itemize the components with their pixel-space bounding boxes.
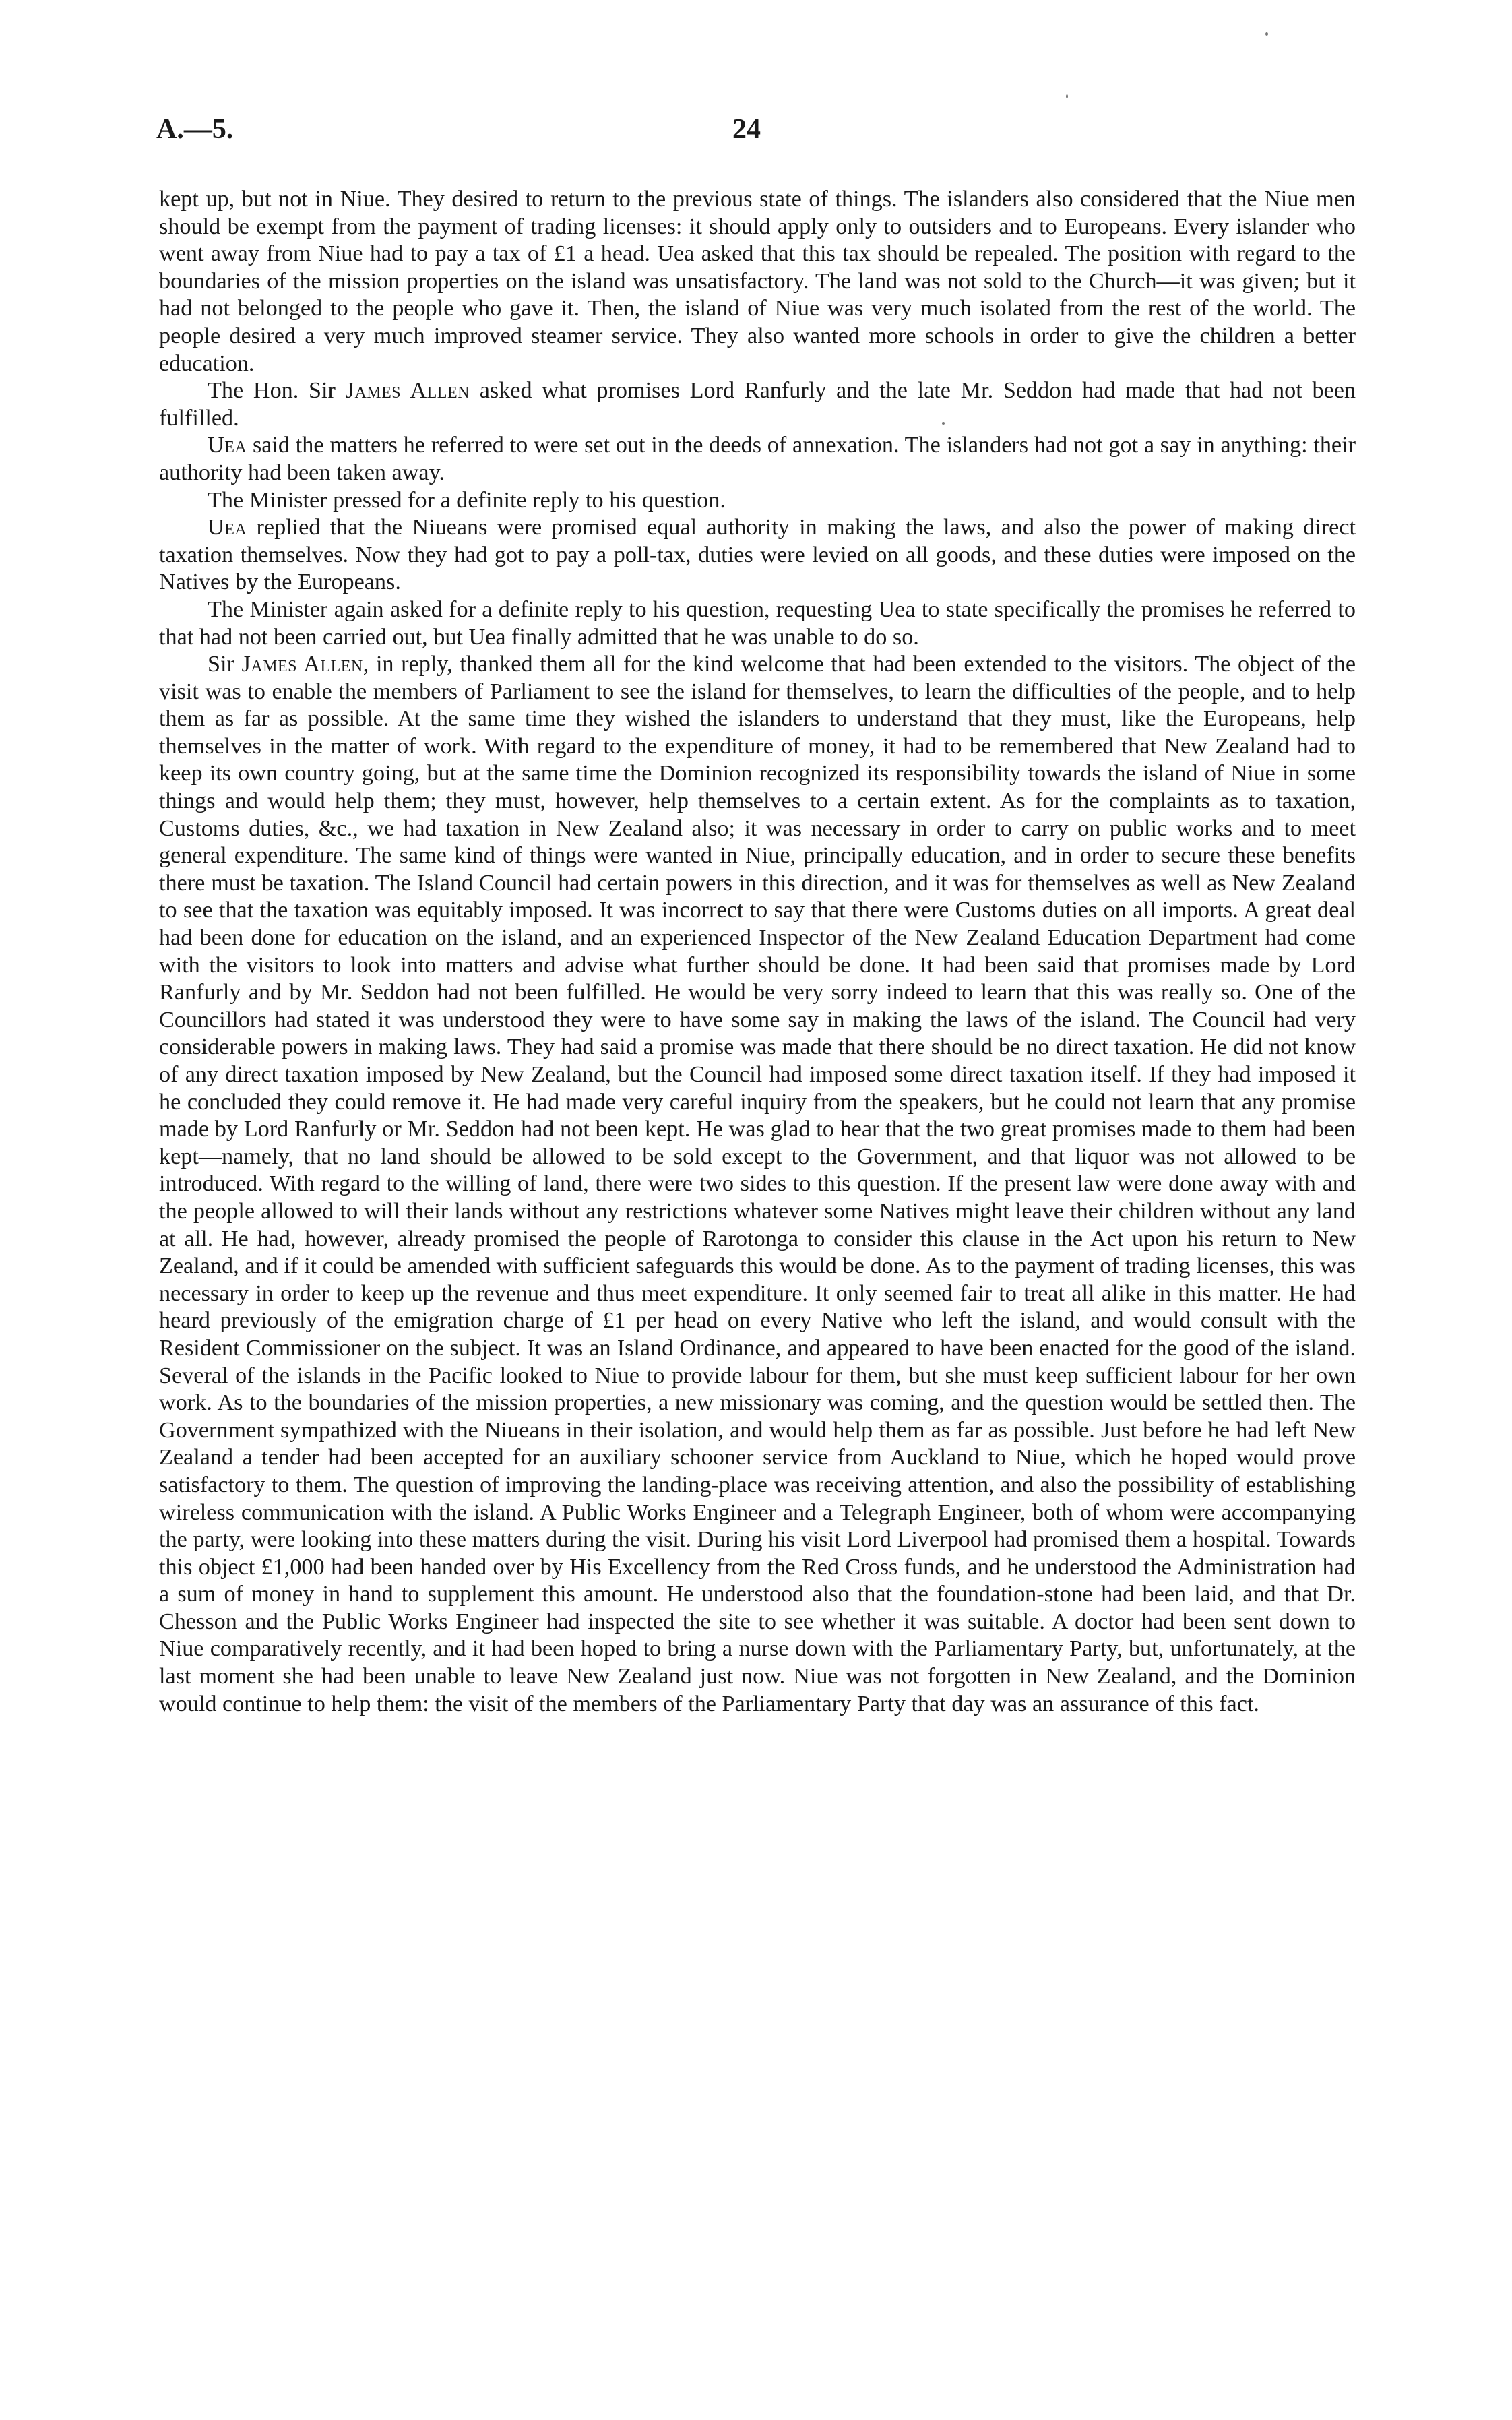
text-run: The Minister again asked for a definite reply to his question, requesting Uea to state specifically the promises he referred to that had not been carried out, but Uea finally admitted that he was unable to do so. bbox=[159, 596, 1356, 650]
speaker-name: Uea bbox=[208, 515, 247, 540]
text-run: The Hon. Sir bbox=[208, 378, 346, 404]
paragraph bbox=[159, 596, 1356, 651]
paragraph bbox=[159, 651, 1356, 1718]
paragraph bbox=[159, 432, 1356, 487]
paragraph bbox=[159, 514, 1356, 596]
text-run: Sir bbox=[208, 652, 242, 677]
text-run: kept up, but not in Niue. They desired to return to the previous state of things. The islanders also considered that the Niue men should be exempt from the payment of trading licenses: it should apply only to outsiders and to Europeans. Every islander who went away from Niue had to pay a tax of £1 a head. Uea asked that this tax should be repealed. The position with regard to the boundaries of the mission properties on the island was unsatisfactory. The land was not sold to the Church—it was given; but it had not belonged to the people who gave it. Then, the island of Niue was very much isolated from the rest of the world. The people desired a very much improved steamer service. They also wanted more schools in order to give the children a better education. bbox=[159, 187, 1356, 376]
text-run: asked what promises Lord Ranfurly and the late Mr. Seddon had made that had not been fulfilled. bbox=[159, 378, 1356, 431]
paragraph bbox=[159, 186, 1356, 377]
speaker-name: Uea bbox=[208, 433, 247, 458]
body-text bbox=[159, 186, 1356, 1718]
text-run: The Minister pressed for a definite reply to his question. bbox=[208, 487, 726, 513]
page-header bbox=[156, 113, 1362, 154]
text-run: replied that the Niueans were promised equal authority in making the laws, and also the power of making direct taxation themselves. Now they had got to pay a poll-tax, duties were levied on all goods, and these duties were imposed on the Natives by the Europeans. bbox=[159, 515, 1356, 595]
text-run: , in reply, thanked them all for the kind welcome that had been extended to the visitors. The object of the visit was to enable the members of Parliament to see the island for themselves, to learn the difficulties of the people, and to help them as far as possible. At the same time they wished the islanders to understand that they must, like the Europeans, help themselves in the matter of work. With regard to the expenditure of money, it had to be remembered that New Zealand had to keep its own country going, but at the same time the Dominion recognized its responsibility towards the island of Niue in some things and would help them; they must, however, help themselves to a certain extent. As for the complaints as to taxation, Customs duties, &c., we had taxation in New Zealand also; it was necessary in order to carry on public works and to meet general expenditure. The same kind of things were wanted in Niue, principally education, and in order to secure these benefits there must be taxation. The Island Council had certain powers in this direction, and it was for themselves as well as New Zealand to see that the taxation was equitably imposed. It was incorrect to say that there were Customs duties on all imports. A great deal had been done for education on the island, and an experienced Inspector of the New Zealand Education Department had come with the visitors to look into matters and advise what further should be done. It had been said that promises made by Lord Ranfurly and by Mr. Seddon had not been fulfilled. He would be very sorry indeed to learn that this was really so. One of the Councillors had stated it was understood they were to have some say in making the laws of the island. The Council had very considerable powers in making laws. They had said a promise was made that there should be no direct taxation. He did not know of any direct taxation imposed by New Zealand, but the Council had imposed some direct taxation itself. If they had imposed it he concluded they could remove it. He had made very careful inquiry from the speakers, but he could not learn that any promise made by Lord Ranfurly or Mr. Seddon had not been kept. He was glad to hear that the two great promises made to them had been kept—namely, that no land should be allowed to be sold except to the Government, and that liquor was not allowed to be introduced. With regard to the willing of land, there were two sides to this question. If the present law were done away with and the people allowed to will their lands without any restrictions whatever some Natives might leave their children without any land at all. He had, however, already promised the people of Rarotonga to consider this clause in the Act upon his return to New Zealand, and if it could be amended with sufficient safeguards this would be done. As to the payment of trading licenses, this was necessary in order to keep up the revenue and thus meet expenditure. It only seemed fair to treat all alike in this matter. He had heard previously of the emigration charge of £1 per head on every Native who left the island, and would consult with the Resident Commissioner on the subject. It was an Island Ordinance, and appeared to have been enacted for the good of the island. Several of the islands in the Pacific looked to Niue to provide labour for them, but she must keep sufficient labour for her own work. As to the boundaries of the mission properties, a new missionary was coming, and the question would be settled then. The Government sympathized with the Niueans in their isolation, and would help them as far as possible. Just before he had left New Zealand a tender had been accepted for an auxiliary schooner service from Auckland to Niue, which he hoped would prove satisfactory to them. The question of improving the landing-place was receiving attention, and also the possibility of establishing wireless communication with the island. A Public Works Engineer and a Telegraph Engineer, both of whom were accompanying the party, were looking into these matters during the visit. During his visit Lord Liverpool had promised them a hospital. Towards this object £1,000 had been handed over by His Excellency from the Red Cross funds, and he understood the Administration had a sum of money in hand to supplement this amount. He understood also that the foundation-stone had been laid, and that Dr. Chesson and the Public Works Engineer had inspected the site to see whether it was suitable. A doctor had been sent down to Niue comparatively recently, and it had been hoped to bring a nurse down with the Parliamentary Party, but, unfortunately, at the last moment she had been unable to leave New Zealand just now. Niue was not forgotten in New Zealand, and the Dominion would continue to help them: the visit of the members of the Parliamentary Party that day was an assurance of this fact. bbox=[159, 652, 1356, 1716]
page-number: 24 bbox=[732, 114, 761, 145]
ink-speck bbox=[1265, 32, 1268, 36]
paragraph bbox=[159, 487, 1356, 515]
ink-speck bbox=[942, 422, 945, 425]
speaker-name: James Allen bbox=[241, 652, 363, 677]
paragraph bbox=[159, 377, 1356, 432]
ink-speck bbox=[1066, 94, 1068, 98]
text-run: said the matters he referred to were set out in the deeds of annexation. The islanders had not got a say in anything: their authority had been taken away. bbox=[159, 433, 1356, 485]
document-code: A.—5. bbox=[156, 114, 234, 145]
speaker-name: James Allen bbox=[345, 378, 470, 404]
